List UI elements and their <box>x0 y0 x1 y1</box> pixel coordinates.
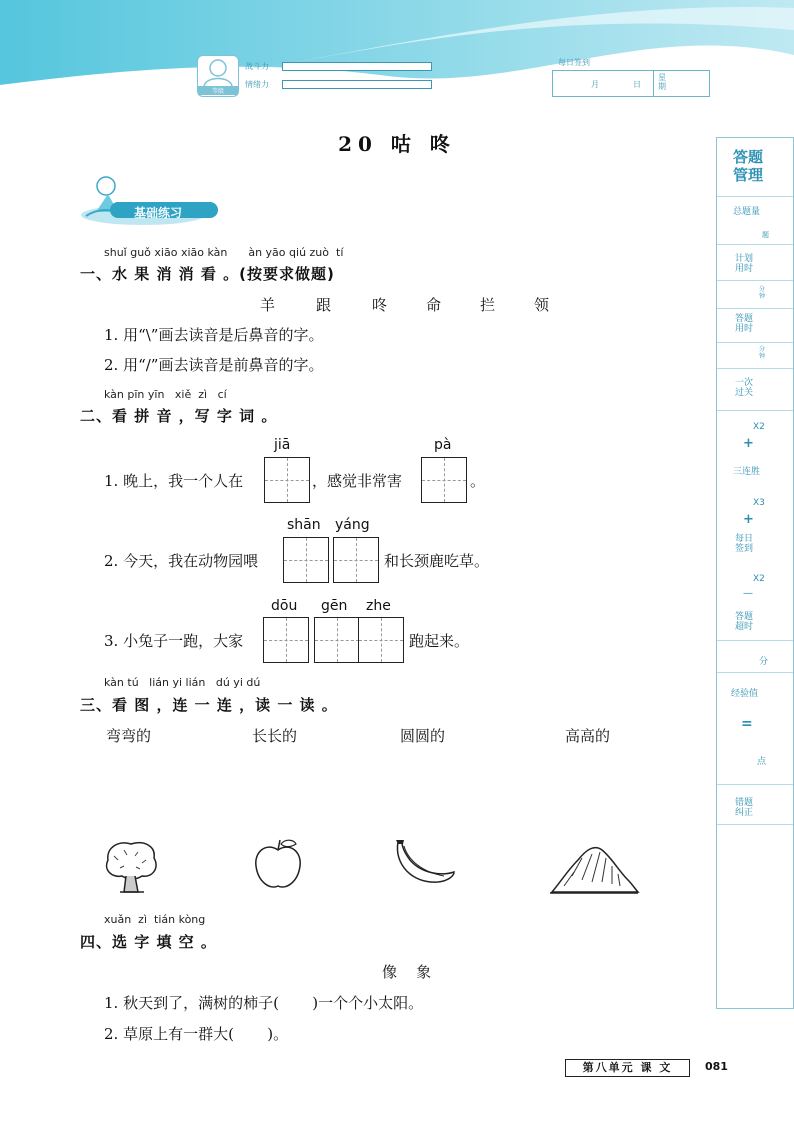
q3-word: 长长的 <box>252 727 298 745</box>
q2-sentence-2a: 2. 今天，我在动物园喂 <box>104 552 259 570</box>
s1-pinyin-b: pà <box>434 437 452 453</box>
q2-pinyin: kàn pīn yīn xiě zì cí <box>104 388 227 401</box>
plan-time-unit-cell <box>717 280 793 309</box>
bonus-minus: — <box>743 588 753 599</box>
s1-pinyin-a: jiā <box>274 437 291 453</box>
q2-heading: 二、看 拼 音 ，写 字 词 。 <box>80 407 278 425</box>
exp-cell <box>717 672 793 785</box>
bonus-x2-b: X2 <box>753 574 765 584</box>
q1-char: 领 <box>534 296 550 314</box>
date-divider <box>653 71 654 96</box>
s3-pinyin-a: dōu <box>271 598 298 614</box>
q1-char: 命 <box>426 296 442 314</box>
avatar-caption: 等级 <box>198 86 238 95</box>
unit-footer: 第八单元 课 文 <box>565 1059 690 1077</box>
writing-box[interactable] <box>358 617 404 663</box>
bonus-cell <box>717 410 793 641</box>
month-label: 月 <box>591 80 599 89</box>
q1-pinyin: shuǐ guǒ xiāo xiāo kàn àn yāo qiú zuò tí <box>104 246 344 259</box>
daily-checkin-label: 每日签到 <box>558 58 590 67</box>
q2-sentence-1c: 。 <box>470 472 486 490</box>
daily-checkin-bonus-label: 每日签到 <box>735 534 754 554</box>
unit-score: 分 <box>759 657 769 667</box>
overtime-label: 答题超时 <box>735 612 754 632</box>
sync-bar <box>282 80 432 89</box>
s3-pinyin-b: gēn <box>321 598 348 614</box>
q4-pinyin: xuǎn zì tián kòng <box>104 913 206 926</box>
answer-time-unit-cell <box>717 342 793 369</box>
avatar <box>197 55 239 97</box>
date-box <box>552 70 710 97</box>
q1-char: 拦 <box>480 296 496 314</box>
q1-item-2: 2. 用“/”画去读音是前鼻音的字。 <box>104 356 324 374</box>
q3-pinyin: kàn tú lián yi lián dú yi dú <box>104 676 261 689</box>
q4-choices: 像 象 <box>382 963 432 981</box>
weekday-label: 星期 <box>658 73 666 91</box>
panel-title-cell <box>717 138 793 197</box>
q2-sentence-1b: ，感觉非常害 <box>312 472 403 490</box>
mountain-icon <box>548 836 640 896</box>
score-cell <box>717 640 793 673</box>
unit-points: 点 <box>757 757 767 767</box>
correction-cell <box>717 784 793 825</box>
exp-label: 经验值 <box>731 689 759 699</box>
combat-bar <box>282 62 432 71</box>
writing-box[interactable] <box>333 537 379 583</box>
q1-heading: 一、水 果 消 消 看 。(按要求做题) <box>80 265 335 283</box>
s3-pinyin-c: zhe <box>366 598 391 614</box>
q1-char: 跟 <box>316 296 332 314</box>
unit-questions: 题 <box>762 231 769 239</box>
q2-sentence-3a: 3. 小兔子一跑，大家 <box>104 632 244 650</box>
writing-box[interactable] <box>421 457 467 503</box>
page-number: 081 <box>705 1060 728 1073</box>
bonus-plus-a: + <box>743 436 754 451</box>
q4-heading: 四、选 字 填 空 。 <box>80 933 217 951</box>
bonus-plus-b: + <box>743 512 754 527</box>
q4-item-2: 2. 草原上有一群大( )。 <box>104 1025 289 1043</box>
q3-word: 高高的 <box>565 727 611 745</box>
writing-box[interactable] <box>314 617 360 663</box>
writing-box[interactable] <box>263 617 309 663</box>
q3-heading: 三、看 图 ，连 一 连 ，读 一 读 。 <box>80 696 338 714</box>
person-icon <box>198 56 238 86</box>
answer-management-panel <box>716 137 794 1009</box>
s2-pinyin-b: yáng <box>335 517 370 533</box>
streak-label: 三连胜 <box>733 467 761 477</box>
q3-word: 圆圆的 <box>400 727 446 745</box>
total-questions-label: 总题量 <box>733 207 761 217</box>
exp-equals: = <box>741 716 753 732</box>
apple-icon <box>252 836 304 892</box>
q1-char: 咚 <box>372 296 388 314</box>
tree-icon <box>100 836 162 896</box>
total-questions-cell <box>717 196 793 245</box>
day-label: 日 <box>633 80 641 89</box>
answer-time-cell <box>717 308 793 343</box>
unit-minutes-plan: 分钟 <box>759 286 766 300</box>
banana-icon <box>392 838 458 888</box>
combat-label: 战斗力 <box>245 62 269 71</box>
sync-label: 情绪力 <box>245 80 269 89</box>
plan-time-label: 计划用时 <box>735 254 754 274</box>
plan-time-cell <box>717 244 793 281</box>
s2-pinyin-a: shān <box>287 517 321 533</box>
section-badge <box>78 172 223 227</box>
q1-item-1: 1. 用“\”画去读音是后鼻音的字。 <box>104 326 324 344</box>
section-badge-label: 基础练习 <box>134 206 183 220</box>
one-pass-label: 一次过关 <box>735 378 754 398</box>
correction-label: 错题纠正 <box>735 798 754 818</box>
page-title: 20 咕 咚 <box>338 132 456 156</box>
q2-sentence-1a: 1. 晚上，我一个人在 <box>104 472 244 490</box>
q3-word: 弯弯的 <box>106 727 152 745</box>
q1-char: 羊 <box>260 296 276 314</box>
q2-sentence-3b: 跑起来。 <box>409 632 470 650</box>
panel-title: 答题管理 <box>733 148 764 184</box>
answer-time-label: 答题用时 <box>735 314 754 334</box>
unit-minutes-answer: 分钟 <box>759 346 766 360</box>
one-pass-cell <box>717 368 793 411</box>
bonus-x3: X3 <box>753 498 765 508</box>
q2-sentence-2b: 和长颈鹿吃草。 <box>384 552 490 570</box>
bonus-x2-a: X2 <box>753 422 765 432</box>
writing-box[interactable] <box>264 457 310 503</box>
q4-item-1: 1. 秋天到了，满树的柿子( )一个个小太阳。 <box>104 994 424 1012</box>
writing-box[interactable] <box>283 537 329 583</box>
